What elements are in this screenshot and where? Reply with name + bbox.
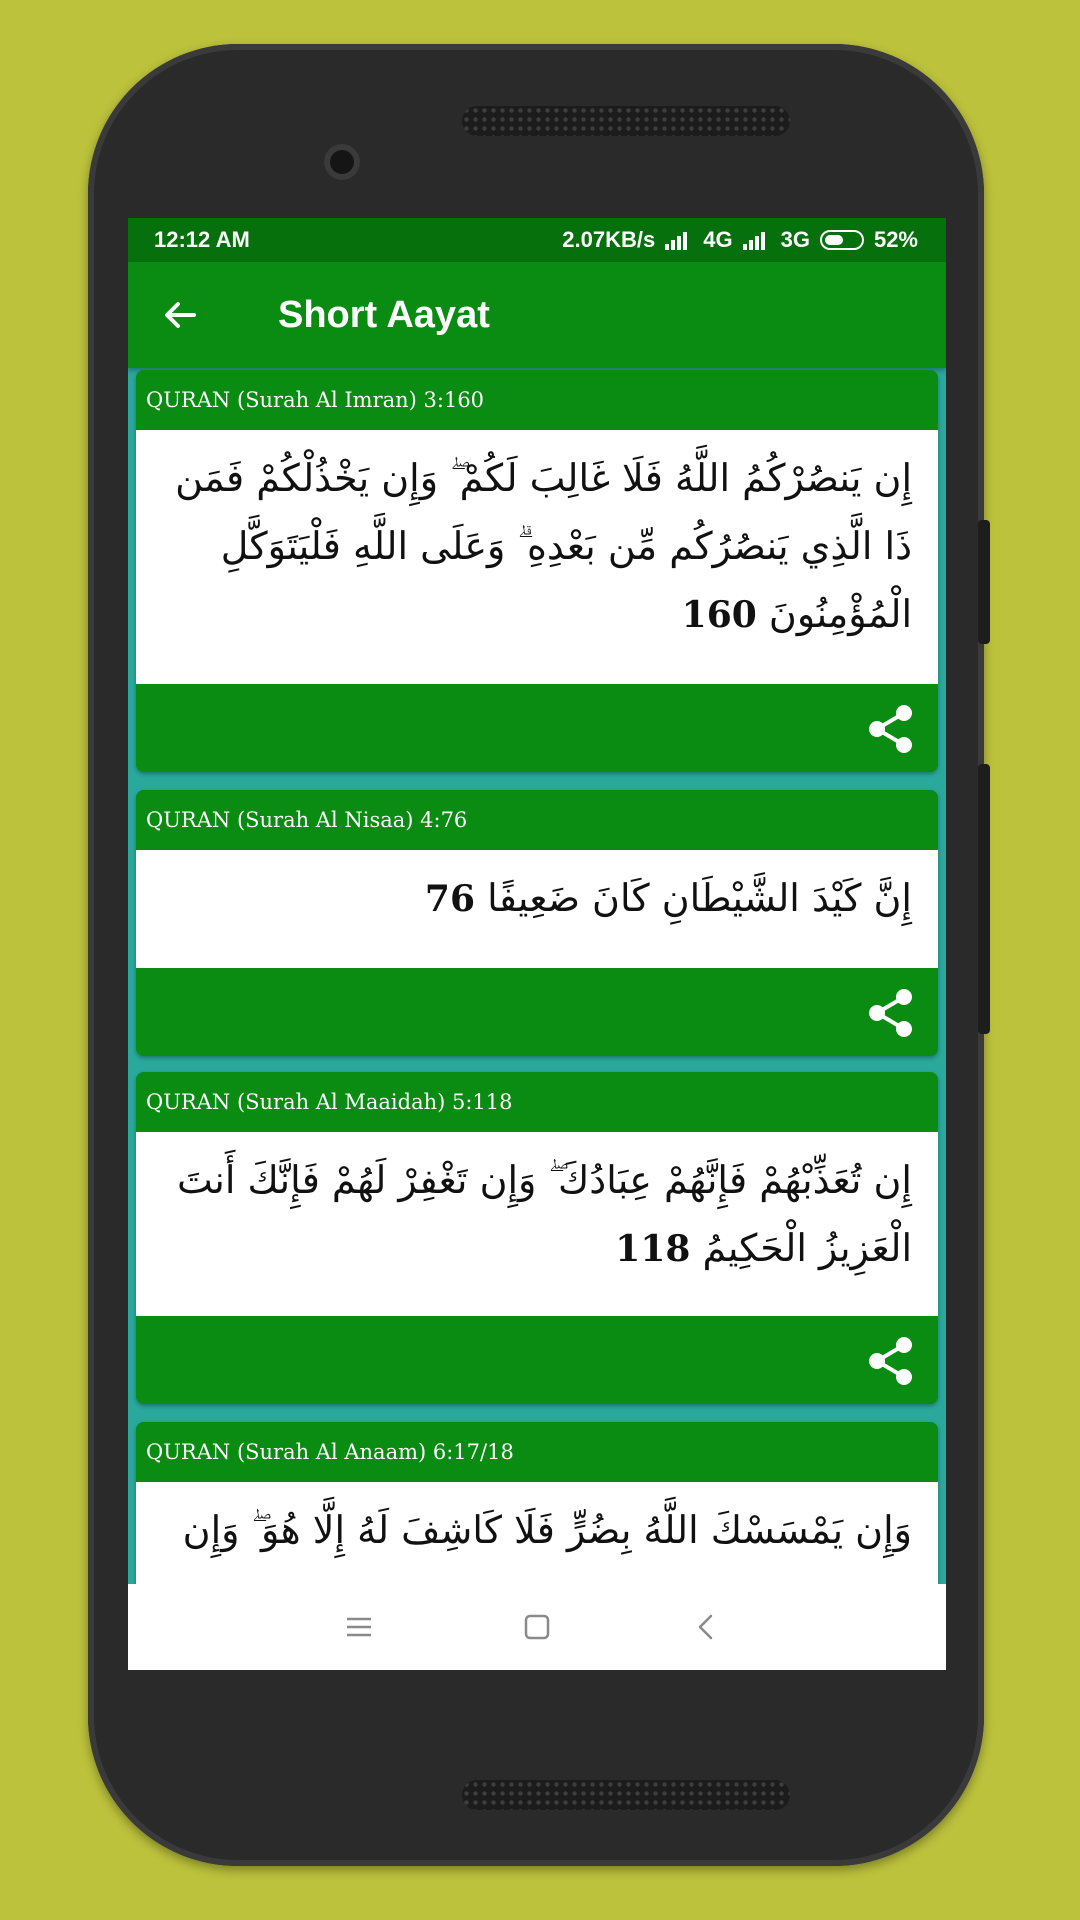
volume-button	[978, 520, 990, 644]
front-camera	[324, 144, 360, 180]
page-title: Short Aayat	[278, 294, 490, 336]
bottom-speaker	[462, 1780, 790, 1810]
ayah-arabic	[162, 1146, 912, 1283]
status-bar	[128, 218, 946, 262]
app-bar	[128, 262, 946, 368]
ayah-reference: QURAN (Surah Al Anaam) 6:17/18	[136, 1422, 938, 1482]
ayah-card	[136, 790, 938, 1056]
ayah-text-area	[136, 430, 938, 684]
screen	[128, 218, 946, 1670]
ayah-arabic-text: إِن يَنصُرْكُمُ اللَّهُ فَلَا غَالِبَ لَكُمْ ۖ وَإِن يَخْذُلْكُمْ فَمَن ذَا الَّذِي يَنصُرُكُم مِّن بَعْدِهِ ۗ وَعَلَى اللَّهِ فَلْيَتَوَكَّلِ الْمُؤْمِنُونَ	[175, 456, 912, 636]
battery-level: 52%	[873, 227, 918, 252]
network-type-1: 4G	[703, 227, 733, 252]
ayah-number: 76	[424, 878, 476, 920]
menu-icon[interactable]	[342, 1610, 376, 1644]
ayah-arabic-text: إِن تُعَذِّبْهُمْ فَإِنَّهُمْ عِبَادُكَ ۖ وَإِن تَغْفِرْ لَهُمْ فَإِنَّكَ أَنتَ الْعَزِيزُ الْحَكِيمُ	[176, 1158, 912, 1270]
battery-icon	[820, 230, 864, 250]
ayah-number: 160	[681, 594, 757, 636]
ayah-arabic-text: وَإِن يَمْسَسْكَ اللَّهُ بِضُرٍّ فَلَا كَاشِفَ لَهُ إِلَّا هُوَ ۖ وَإِن	[182, 1508, 912, 1552]
share-button[interactable]	[864, 1334, 918, 1388]
power-button	[978, 764, 990, 1034]
ayah-card	[136, 1072, 938, 1404]
ayah-card	[136, 370, 938, 772]
arrow-left-icon	[160, 295, 200, 335]
ayah-reference: QURAN (Surah Al Imran) 3:160	[136, 370, 938, 430]
network-speed: 2.07KB/s	[562, 227, 656, 252]
home-square-icon[interactable]	[520, 1610, 554, 1644]
back-chevron-icon[interactable]	[690, 1610, 724, 1644]
ayah-arabic-text: إِنَّ كَيْدَ الشَّيْطَانِ كَانَ ضَعِيفًا	[487, 876, 912, 920]
share-button[interactable]	[864, 986, 918, 1040]
ayah-reference: QURAN (Surah Al Nisaa) 4:76	[136, 790, 938, 850]
card-footer	[136, 1316, 938, 1404]
ayah-number: 118	[615, 1228, 691, 1270]
ayah-arabic	[162, 444, 912, 649]
share-icon	[864, 1334, 918, 1388]
ayah-text-area	[136, 1132, 938, 1316]
card-footer	[136, 684, 938, 772]
ayah-arabic	[162, 1496, 912, 1564]
top-speaker	[462, 106, 790, 136]
signal-icon	[665, 230, 693, 250]
share-button[interactable]	[864, 702, 918, 756]
network-type-2: 3G	[780, 227, 810, 252]
back-button[interactable]	[152, 287, 208, 343]
ayah-reference: QURAN (Surah Al Maaidah) 5:118	[136, 1072, 938, 1132]
share-icon	[864, 986, 918, 1040]
card-footer	[136, 968, 938, 1056]
status-time: 12:12 AM	[154, 227, 250, 252]
system-nav-bar	[128, 1584, 946, 1670]
status-indicators	[562, 227, 918, 253]
ayah-text-area	[136, 850, 938, 968]
signal-icon-2	[743, 230, 771, 250]
share-icon	[864, 702, 918, 756]
ayah-arabic	[162, 864, 912, 933]
